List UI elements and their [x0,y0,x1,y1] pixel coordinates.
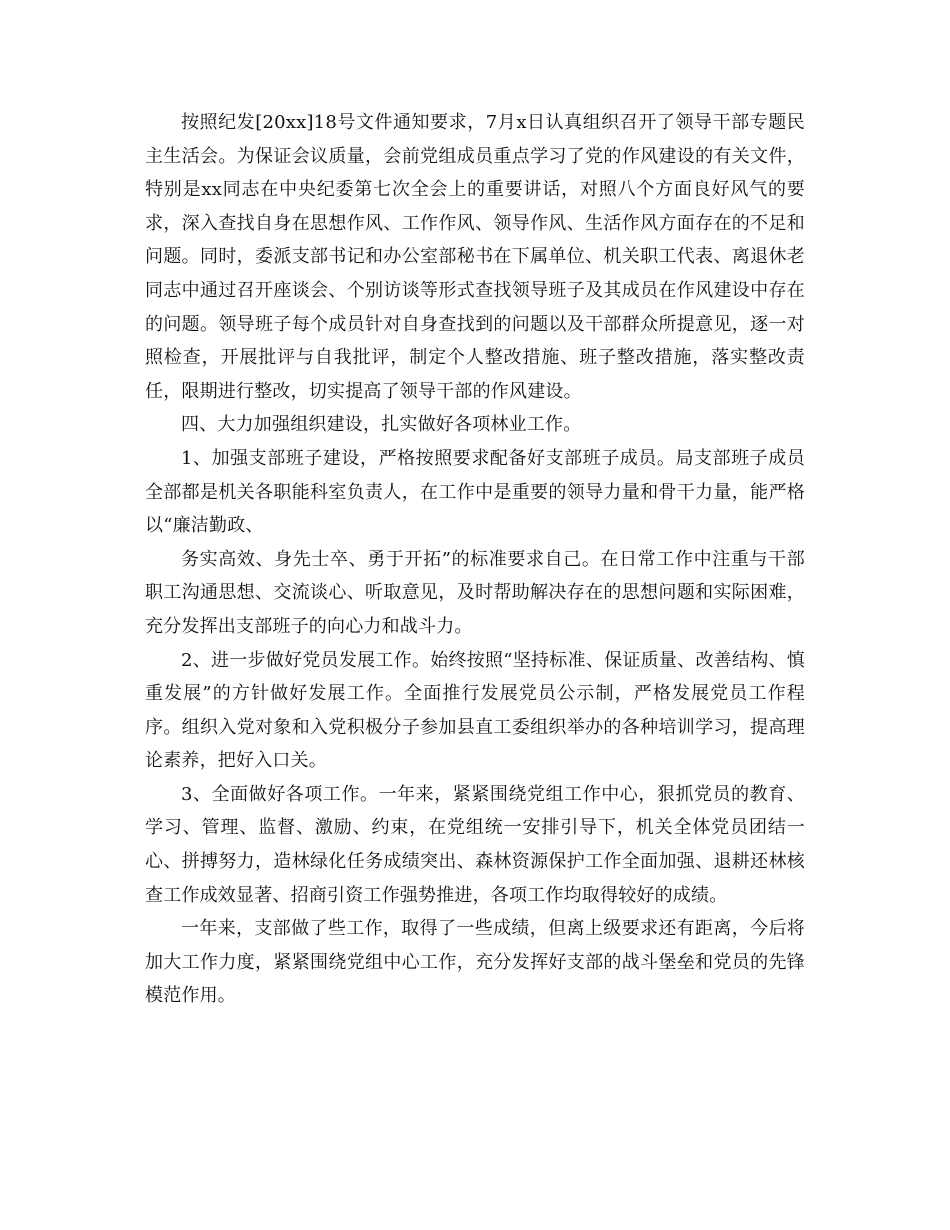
paragraph-conclusion: 一年来，支部做了些工作，取得了一些成绩，但离上级要求还有距离，今后将加大工作力度，紧紧围绕党组中心工作，充分发挥好支部的战斗堡垒和党员的先锋模范作用。 [145,918,805,1007]
paragraph-member-development: 2、进一步做好党员发展工作。始终按照“坚持标准、保证质量、改善结构、慎重发展”的方针做好发展工作。全面推行发展党员公示制，严格发展党员工作程序。组织入党对象和入党积极分子参加县直工委组织举办的各种培训学习，提高理论素养，把好入口关。 [145,649,805,772]
paragraph-branch-team-building: 1、加强支部班子建设，严格按照要求配备好支部班子成员。局支部班子成员全部都是机关各职能科室负责人，在工作中是重要的领导力量和骨干力量，能严格以“廉洁勤政、 [145,447,805,537]
paragraph-branch-team-standards: 务实高效、身先士卒、勇于开拓”的标准要求自己。在日常工作中注重与干部职工沟通思想、交流谈心、听取意见，及时帮助解决存在的思想问题和实际困难，充分发挥出支部班子的向心力和战斗力。 [145,548,805,637]
paragraph-overall-work: 3、全面做好各项工作。一年来，紧紧围绕党组工作中心，狠抓党员的教育、学习、管理、监督、激励、约束，在党组统一安排引导下，机关全体党员团结一心、拼搏努力，造林绿化任务成绩突出、森林资源保护工作全面加强、退耕还林核查工作成效显著、招商引资工作强势推进，各项工作均取得较好的成绩。 [145,783,805,906]
section-heading-organization-building: 四、大力加强组织建设，扎实做好各项林业工作。 [181,414,582,436]
document-page [145,106,805,1013]
paragraph-democratic-life-meeting: 按照纪发[20xx]18号文件通知要求，7月x日认真组织召开了领导干部专题民主生活会。为保证会议质量，会前党组成员重点学习了党的作风建设的有关文件，特别是xx同志在中央纪委第七次全会上的重要讲话，对照八个方面良好风气的要求，深入查找自身在思想作风、工作作风、领导作风、生活作风方面存在的不足和问题。同时，委派支部书记和办公室部秘书在下属单位、机关职工代表、离退休老同志中通过召开座谈会、个别访谈等形式查找领导班子及其成员在作风建设中存在的问题。领导班子每个成员针对自身查找到的问题以及干部群众所提意见，逐一对照检查，开展批评与自我批评，制定个人整改措施、班子整改措施，落实整改责任，限期进行整改，切实提高了领导干部的作风建设。 [145,112,805,402]
